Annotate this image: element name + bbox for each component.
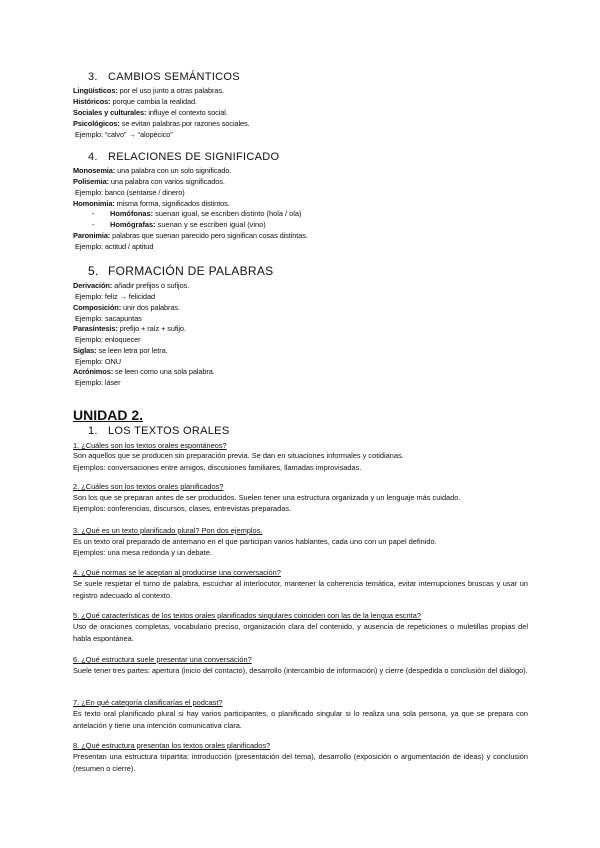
definition-line	[73, 324, 186, 334]
term: Parasíntesis:	[73, 324, 118, 333]
question: 3. ¿Qué es un texto planificado plural? Pon dos ejemplos.	[73, 526, 263, 535]
definition: suenan igual, se escriben distinto (hola / ola)	[153, 209, 302, 218]
example-line: Ejemplo: banco (sentarse / dinero)	[75, 188, 185, 197]
answer-line: Son aquellos que se producen sin preparación previa. Se dan en situaciones informales y cotidianas.	[73, 451, 404, 460]
definition-line	[73, 166, 231, 176]
answer-paragraph: Es texto oral planificado plural si hay varios participantes, o planificado singular si lo realiza una sola persona, ya que se prepara con antelación y tiene una intención comunicativa clara.	[73, 709, 528, 730]
example-line: Ejemplo: sacapuntas	[75, 314, 142, 323]
definition: una palabra con un solo significado.	[115, 166, 232, 175]
example-line: Ejemplo: ONU	[75, 357, 122, 366]
term: Paronimia:	[73, 231, 111, 240]
definition: prefijo + raíz + sufijo.	[117, 324, 186, 333]
definition-line	[73, 346, 168, 356]
term: Lingüísticos:	[73, 86, 118, 95]
sub-definition-line	[92, 209, 301, 218]
example-line: Ejemplo: láser	[75, 378, 121, 387]
answer-paragraph: Suele tener tres partes: apertura (inicio del contacto), desarrollo (intercambio de información) y cierre (despedida o conclusión del diálogo).	[73, 666, 528, 675]
definition: por el uso junto a otras palabras.	[117, 86, 224, 95]
section-title: LOS TEXTOS ORALES	[108, 425, 230, 437]
definition: añadir prefijos o sufijos.	[112, 281, 190, 290]
definition-line	[73, 86, 224, 96]
term: Históricos:	[73, 97, 111, 106]
definition-line	[73, 199, 230, 209]
definition: se evitan palabras por razones sociales.	[119, 119, 250, 128]
definition: suenan y se escriben igual (vino)	[155, 220, 266, 229]
section-title: FORMACIÓN DE PALABRAS	[108, 264, 274, 278]
section-heading-relaciones	[88, 151, 279, 163]
question: 8. ¿Qué estructura presentan los textos orales planificados?	[73, 741, 271, 750]
term: Monosemia:	[73, 166, 116, 175]
definition: una palabra con varios significados.	[108, 177, 225, 186]
sub-definition-line	[92, 220, 266, 229]
example-line: Ejemplo: “calvo” → “alopécico”	[75, 130, 173, 139]
definition-line	[73, 177, 225, 187]
definition-line	[73, 97, 197, 107]
answer-line: Son los que se preparan antes de ser producidos. Suelen tener una estructura organizada y un lenguaje más cuidado.	[73, 493, 461, 502]
example-line: Ejemplo: actitud / aptitud	[75, 242, 154, 251]
section-number: 4.	[88, 151, 98, 163]
term: Polisemia:	[73, 177, 109, 186]
question: 2. ¿Cuáles son los textos orales planificados?	[73, 482, 224, 491]
definition: palabras que suenan parecido pero significan cosas distintas.	[110, 231, 308, 240]
definition: influye el contexto social.	[146, 108, 228, 117]
definition-line	[73, 281, 189, 291]
definition: porque cambia la realidad.	[110, 97, 197, 106]
term: Homófonas:	[110, 209, 154, 218]
question: 5. ¿Qué características de los textos orales planificados singulares coinciden con las de la lengua escrita?	[73, 611, 421, 620]
definition-line	[73, 231, 308, 241]
example-line: Ejemplo: enloquecer	[75, 335, 141, 344]
definition-line	[73, 303, 180, 313]
section-heading-textos-orales	[88, 425, 229, 437]
term: Composición:	[73, 303, 122, 312]
term: Acrónimos:	[73, 367, 114, 376]
answer-line: Ejemplos: una mesa redonda y un debate.	[73, 548, 212, 557]
unit-title: UNIDAD 2.	[73, 407, 144, 423]
definition-line	[73, 119, 250, 129]
definition: se leen como una sola palabra.	[113, 367, 215, 376]
question: 7. ¿En qué categoría clasificarías el podcast?	[73, 698, 223, 707]
section-number: 1.	[88, 425, 98, 437]
definition: unir dos palabras.	[121, 303, 180, 312]
term: Derivación:	[73, 281, 113, 290]
section-heading-formacion	[88, 264, 273, 278]
term: Siglas:	[73, 346, 97, 355]
term: Homógrafas:	[110, 220, 156, 229]
term: Homonimia:	[73, 199, 115, 208]
term: Psicológicos:	[73, 119, 120, 128]
answer-line: Ejemplos: conversaciones entre amigos, discusiones familiares, llamadas improvisadas.	[73, 463, 362, 472]
definition: misma forma, significados distintos.	[114, 199, 230, 208]
definition-line	[73, 108, 228, 118]
section-title: RELACIONES DE SIGNIFICADO	[108, 151, 280, 163]
answer-paragraph: Presentan una estructura tripartita: introducción (presentación del tema), desarrollo (exposición o argumentación de ideas) y conclusión (resumen o cierre).	[73, 752, 528, 773]
example-line: Ejemplo: feliz → felicidad	[75, 292, 155, 301]
term: Sociales y culturales:	[73, 108, 147, 117]
definition: se leen letra por letra.	[96, 346, 168, 355]
question: 6. ¿Qué estructura suele presentar una conversación?	[73, 655, 252, 664]
section-heading-cambios-semanticos	[88, 71, 240, 83]
dash-bullet: -	[92, 220, 95, 229]
answer-paragraph: Se suele respetar el turno de palabra, escuchar al interlocutor, mantener la coherencia temática, evitar interrupciones bruscas y usar un registro adecuado al contexto.	[73, 579, 528, 600]
question: 4. ¿Qué normas se le aceptan al producirse una conversación?	[73, 568, 281, 577]
section-number: 5.	[88, 264, 99, 278]
definition-line	[73, 367, 215, 377]
answer-paragraph: Uso de oraciones completas, vocabulario preciso, organización clara del contenido, y ausencia de repeticiones o muletillas propias del habla espontánea.	[73, 622, 528, 643]
section-number: 3.	[88, 71, 98, 83]
question: 1. ¿Cuáles son los textos orales espontáneos?	[73, 441, 227, 450]
answer-line: Ejemplos: conferencias, discursos, clases, entrevistas preparadas.	[73, 504, 292, 513]
section-title: CAMBIOS SEMÁNTICOS	[108, 71, 240, 83]
answer-line: Es un texto oral preparado de antemano en el que participan varios hablantes, cada uno con un papel definido.	[73, 537, 437, 546]
dash-bullet: -	[92, 209, 95, 218]
